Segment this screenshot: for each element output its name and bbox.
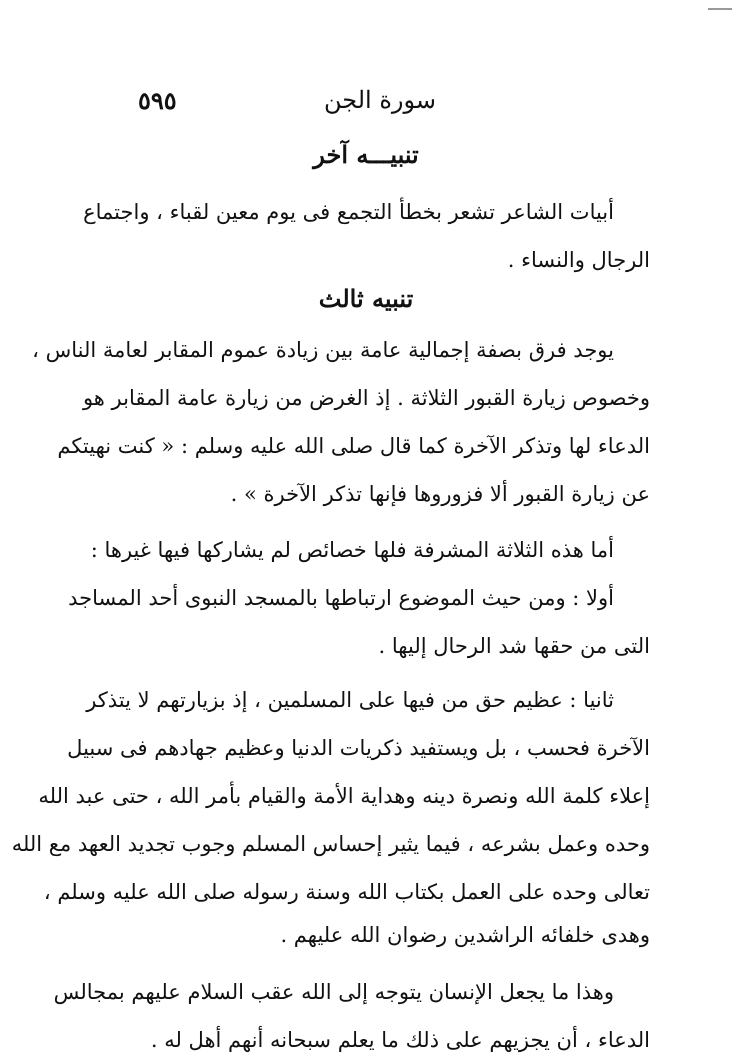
text-line: الرجال والنساء .	[507, 248, 650, 272]
text-line: تعالى وحده على العمل بكتاب الله وسنة رسوله صلى الله عليه وسلم ،	[43, 880, 650, 904]
page-header	[120, 86, 640, 126]
text-line: يوجد فرق بصفة إجمالية عامة بين زيادة عموم المقابر لعامة الناس ،	[32, 338, 614, 362]
text-line: الدعاء ، أن يجزيهم على ذلك ما يعلم سبحانه أنهم أهل له .	[150, 1028, 650, 1052]
text-line: الدعاء لها وتذكر الآخرة كما قال صلى الله عليه وسلم : « كنت نهيتكم	[57, 434, 650, 458]
third-note-body	[11, 326, 650, 1064]
page-number: ٥٩٥	[138, 86, 177, 115]
text-line: أبيات الشاعر تشعر بخطأ التجمع فى يوم معين لقباء ، واجتماع	[83, 200, 614, 224]
text-line: أما هذه الثلاثة المشرفة فلها خصائص لم يشاركها فيها غيرها :	[90, 538, 614, 562]
section-heading-another-note: تنبيـــه آخر	[313, 140, 419, 169]
section-heading-third-note: تنبيه ثالث	[318, 284, 414, 313]
text-line: إعلاء كلمة الله ونصرة دينه وهداية الأمة والقيام بأمر الله ، حتى عبد الله	[38, 784, 650, 808]
text-line: وهذا ما يجعل الإنسان يتوجه إلى الله عقب السلام عليهم بمجالس	[53, 980, 614, 1004]
surah-title: سورة الجن	[323, 86, 437, 114]
text-line: وخصوص زيارة القبور الثلاثة . إذ الغرض من زيارة عامة المقابر هو	[82, 386, 650, 410]
text-line: الآخرة فحسب ، بل ويستفيد ذكريات الدنيا وعظيم جهادهم فى سبيل	[67, 736, 650, 760]
text-line: وهدى خلفائه الراشدين رضوان الله عليهم .	[280, 923, 650, 947]
another-note-body	[83, 188, 650, 284]
text-line: التى من حقها شد الرحال إليها .	[378, 634, 650, 658]
scan-edge-mark	[708, 8, 732, 10]
text-line: ثانيا : عظيم حق من فيها على المسلمين ، إذ بزيارتهم لا يتذكر	[86, 688, 614, 712]
text-line: وحده وعمل بشرعه ، فيما يثير إحساس المسلم وجوب تجديد العهد مع الله	[11, 832, 650, 856]
text-line: عن زيارة القبور ألا فزوروها فإنها تذكر الآخرة » .	[230, 482, 650, 506]
text-line: أولا : ومن حيث الموضوع ارتباطها بالمسجد النبوى أحد المساجد	[68, 586, 614, 610]
